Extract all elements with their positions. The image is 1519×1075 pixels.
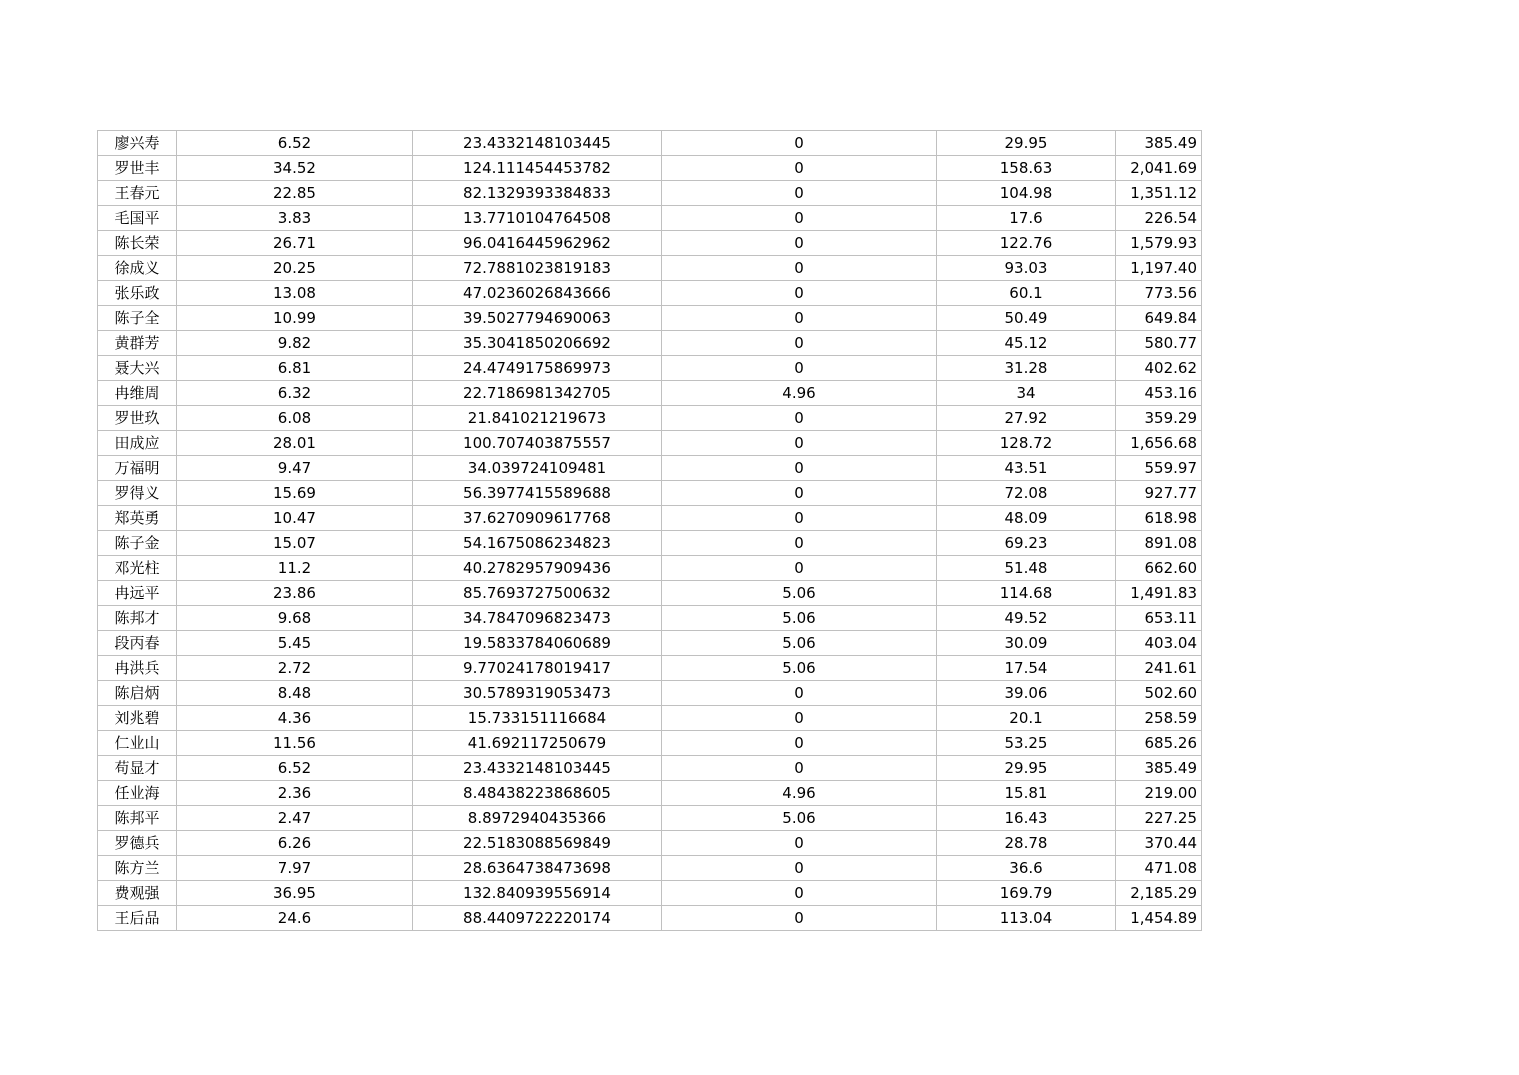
table-row — [98, 681, 1202, 706]
name-cell: 郑英勇 — [98, 506, 177, 531]
value-c-cell: 0 — [662, 706, 937, 731]
value-a-cell: 2.36 — [177, 781, 413, 806]
value-c-cell: 0 — [662, 281, 937, 306]
name-cell: 陈启炳 — [98, 681, 177, 706]
table-row — [98, 731, 1202, 756]
total-cell: 402.62 — [1116, 356, 1202, 381]
value-c-cell: 0 — [662, 481, 937, 506]
value-a-cell: 6.81 — [177, 356, 413, 381]
value-b-cell: 8.48438223868605 — [413, 781, 662, 806]
value-b-cell: 23.4332148103445 — [413, 131, 662, 156]
value-a-cell: 9.82 — [177, 331, 413, 356]
name-cell: 王春元 — [98, 181, 177, 206]
total-cell: 580.77 — [1116, 331, 1202, 356]
total-cell: 471.08 — [1116, 856, 1202, 881]
table-row — [98, 206, 1202, 231]
value-c-cell: 0 — [662, 256, 937, 281]
total-cell: 219.00 — [1116, 781, 1202, 806]
name-cell: 罗德兵 — [98, 831, 177, 856]
table-row — [98, 381, 1202, 406]
total-cell: 1,579.93 — [1116, 231, 1202, 256]
table-row — [98, 181, 1202, 206]
total-cell: 927.77 — [1116, 481, 1202, 506]
value-c-cell: 0 — [662, 131, 937, 156]
table-row — [98, 531, 1202, 556]
value-a-cell: 6.08 — [177, 406, 413, 431]
value-a-cell: 7.97 — [177, 856, 413, 881]
table-row — [98, 281, 1202, 306]
value-a-cell: 6.32 — [177, 381, 413, 406]
name-cell: 刘兆碧 — [98, 706, 177, 731]
table-row — [98, 706, 1202, 731]
total-cell: 385.49 — [1116, 131, 1202, 156]
value-c-cell: 0 — [662, 456, 937, 481]
name-cell: 张乐政 — [98, 281, 177, 306]
value-a-cell: 4.36 — [177, 706, 413, 731]
value-b-cell: 34.7847096823473 — [413, 606, 662, 631]
value-c-cell: 0 — [662, 906, 937, 931]
value-d-cell: 29.95 — [937, 131, 1116, 156]
value-d-cell: 36.6 — [937, 856, 1116, 881]
name-cell: 任业海 — [98, 781, 177, 806]
value-d-cell: 128.72 — [937, 431, 1116, 456]
table-row — [98, 406, 1202, 431]
value-c-cell: 0 — [662, 356, 937, 381]
table-row — [98, 631, 1202, 656]
name-cell: 陈长荣 — [98, 231, 177, 256]
value-c-cell: 0 — [662, 156, 937, 181]
total-cell: 258.59 — [1116, 706, 1202, 731]
table-row — [98, 881, 1202, 906]
value-d-cell: 60.1 — [937, 281, 1116, 306]
name-cell: 陈子全 — [98, 306, 177, 331]
value-d-cell: 39.06 — [937, 681, 1116, 706]
value-a-cell: 13.08 — [177, 281, 413, 306]
value-c-cell: 5.06 — [662, 806, 937, 831]
value-d-cell: 50.49 — [937, 306, 1116, 331]
table-row — [98, 781, 1202, 806]
value-d-cell: 48.09 — [937, 506, 1116, 531]
value-a-cell: 3.83 — [177, 206, 413, 231]
table-row — [98, 756, 1202, 781]
value-b-cell: 37.6270909617768 — [413, 506, 662, 531]
value-c-cell: 0 — [662, 331, 937, 356]
value-c-cell: 0 — [662, 881, 937, 906]
value-a-cell: 15.07 — [177, 531, 413, 556]
value-c-cell: 0 — [662, 431, 937, 456]
table-row — [98, 231, 1202, 256]
value-d-cell: 15.81 — [937, 781, 1116, 806]
name-cell: 聂大兴 — [98, 356, 177, 381]
total-cell: 2,041.69 — [1116, 156, 1202, 181]
value-d-cell: 45.12 — [937, 331, 1116, 356]
value-d-cell: 169.79 — [937, 881, 1116, 906]
value-d-cell: 16.43 — [937, 806, 1116, 831]
value-b-cell: 54.1675086234823 — [413, 531, 662, 556]
value-b-cell: 9.77024178019417 — [413, 656, 662, 681]
value-a-cell: 11.2 — [177, 556, 413, 581]
value-d-cell: 29.95 — [937, 756, 1116, 781]
name-cell: 王后品 — [98, 906, 177, 931]
value-d-cell: 30.09 — [937, 631, 1116, 656]
name-cell: 冉远平 — [98, 581, 177, 606]
total-cell: 1,454.89 — [1116, 906, 1202, 931]
value-c-cell: 5.06 — [662, 606, 937, 631]
value-b-cell: 30.5789319053473 — [413, 681, 662, 706]
name-cell: 冉洪兵 — [98, 656, 177, 681]
value-c-cell: 0 — [662, 731, 937, 756]
value-b-cell: 40.2782957909436 — [413, 556, 662, 581]
table-row — [98, 506, 1202, 531]
value-b-cell: 22.5183088569849 — [413, 831, 662, 856]
value-b-cell: 39.5027794690063 — [413, 306, 662, 331]
value-c-cell: 0 — [662, 206, 937, 231]
value-a-cell: 10.47 — [177, 506, 413, 531]
value-b-cell: 8.8972940435366 — [413, 806, 662, 831]
value-b-cell: 41.692117250679 — [413, 731, 662, 756]
name-cell: 陈邦平 — [98, 806, 177, 831]
value-c-cell: 0 — [662, 831, 937, 856]
value-d-cell: 31.28 — [937, 356, 1116, 381]
value-c-cell: 0 — [662, 531, 937, 556]
table-row — [98, 806, 1202, 831]
value-d-cell: 53.25 — [937, 731, 1116, 756]
value-b-cell: 72.7881023819183 — [413, 256, 662, 281]
value-d-cell: 72.08 — [937, 481, 1116, 506]
total-cell: 502.60 — [1116, 681, 1202, 706]
table-row — [98, 581, 1202, 606]
value-b-cell: 82.1329393384833 — [413, 181, 662, 206]
table-row — [98, 856, 1202, 881]
value-c-cell: 5.06 — [662, 581, 937, 606]
value-b-cell: 19.5833784060689 — [413, 631, 662, 656]
total-cell: 370.44 — [1116, 831, 1202, 856]
name-cell: 陈子金 — [98, 531, 177, 556]
value-a-cell: 9.68 — [177, 606, 413, 631]
value-d-cell: 104.98 — [937, 181, 1116, 206]
value-c-cell: 0 — [662, 681, 937, 706]
value-b-cell: 132.840939556914 — [413, 881, 662, 906]
value-d-cell: 27.92 — [937, 406, 1116, 431]
value-a-cell: 34.52 — [177, 156, 413, 181]
value-c-cell: 0 — [662, 756, 937, 781]
value-c-cell: 0 — [662, 406, 937, 431]
value-c-cell: 4.96 — [662, 781, 937, 806]
name-cell: 毛国平 — [98, 206, 177, 231]
value-c-cell: 0 — [662, 306, 937, 331]
total-cell: 403.04 — [1116, 631, 1202, 656]
total-cell: 453.16 — [1116, 381, 1202, 406]
value-b-cell: 24.4749175869973 — [413, 356, 662, 381]
total-cell: 227.25 — [1116, 806, 1202, 831]
value-a-cell: 15.69 — [177, 481, 413, 506]
value-d-cell: 34 — [937, 381, 1116, 406]
value-b-cell: 100.707403875557 — [413, 431, 662, 456]
value-b-cell: 23.4332148103445 — [413, 756, 662, 781]
total-cell: 685.26 — [1116, 731, 1202, 756]
name-cell: 段丙春 — [98, 631, 177, 656]
value-a-cell: 2.72 — [177, 656, 413, 681]
table-row — [98, 456, 1202, 481]
value-b-cell: 96.0416445962962 — [413, 231, 662, 256]
table-row — [98, 481, 1202, 506]
table-body — [98, 131, 1202, 931]
table-row — [98, 556, 1202, 581]
name-cell: 陈邦才 — [98, 606, 177, 631]
name-cell: 罗世玖 — [98, 406, 177, 431]
value-d-cell: 113.04 — [937, 906, 1116, 931]
total-cell: 241.61 — [1116, 656, 1202, 681]
value-b-cell: 85.7693727500632 — [413, 581, 662, 606]
value-a-cell: 6.52 — [177, 131, 413, 156]
table-row — [98, 831, 1202, 856]
table-row — [98, 331, 1202, 356]
value-a-cell: 10.99 — [177, 306, 413, 331]
value-c-cell: 0 — [662, 181, 937, 206]
name-cell: 廖兴寿 — [98, 131, 177, 156]
total-cell: 385.49 — [1116, 756, 1202, 781]
name-cell: 冉维周 — [98, 381, 177, 406]
value-a-cell: 8.48 — [177, 681, 413, 706]
value-d-cell: 28.78 — [937, 831, 1116, 856]
value-b-cell: 88.4409722220174 — [413, 906, 662, 931]
value-a-cell: 6.52 — [177, 756, 413, 781]
value-d-cell: 69.23 — [937, 531, 1116, 556]
table-row — [98, 156, 1202, 181]
total-cell: 649.84 — [1116, 306, 1202, 331]
value-a-cell: 11.56 — [177, 731, 413, 756]
total-cell: 653.11 — [1116, 606, 1202, 631]
value-b-cell: 28.6364738473698 — [413, 856, 662, 881]
total-cell: 226.54 — [1116, 206, 1202, 231]
value-a-cell: 2.47 — [177, 806, 413, 831]
value-a-cell: 26.71 — [177, 231, 413, 256]
total-cell: 359.29 — [1116, 406, 1202, 431]
total-cell: 1,351.12 — [1116, 181, 1202, 206]
value-b-cell: 13.7710104764508 — [413, 206, 662, 231]
table-row — [98, 431, 1202, 456]
total-cell: 662.60 — [1116, 556, 1202, 581]
spreadsheet-page — [97, 130, 1202, 931]
value-b-cell: 15.733151116684 — [413, 706, 662, 731]
value-c-cell: 4.96 — [662, 381, 937, 406]
value-b-cell: 34.039724109481 — [413, 456, 662, 481]
total-cell: 773.56 — [1116, 281, 1202, 306]
name-cell: 田成应 — [98, 431, 177, 456]
name-cell: 费观强 — [98, 881, 177, 906]
value-b-cell: 22.7186981342705 — [413, 381, 662, 406]
value-a-cell: 36.95 — [177, 881, 413, 906]
table-row — [98, 906, 1202, 931]
value-a-cell: 20.25 — [177, 256, 413, 281]
value-a-cell: 24.6 — [177, 906, 413, 931]
name-cell: 陈方兰 — [98, 856, 177, 881]
value-c-cell: 0 — [662, 506, 937, 531]
table-row — [98, 306, 1202, 331]
value-c-cell: 0 — [662, 856, 937, 881]
value-d-cell: 49.52 — [937, 606, 1116, 631]
total-cell: 618.98 — [1116, 506, 1202, 531]
total-cell: 891.08 — [1116, 531, 1202, 556]
name-cell: 黄群芳 — [98, 331, 177, 356]
value-a-cell: 5.45 — [177, 631, 413, 656]
value-c-cell: 5.06 — [662, 631, 937, 656]
data-table — [97, 130, 1202, 931]
value-d-cell: 51.48 — [937, 556, 1116, 581]
value-a-cell: 9.47 — [177, 456, 413, 481]
total-cell: 1,197.40 — [1116, 256, 1202, 281]
value-a-cell: 28.01 — [177, 431, 413, 456]
value-d-cell: 43.51 — [937, 456, 1116, 481]
value-c-cell: 5.06 — [662, 656, 937, 681]
name-cell: 罗世丰 — [98, 156, 177, 181]
total-cell: 559.97 — [1116, 456, 1202, 481]
table-row — [98, 356, 1202, 381]
table-row — [98, 256, 1202, 281]
value-d-cell: 114.68 — [937, 581, 1116, 606]
table-row — [98, 606, 1202, 631]
value-c-cell: 0 — [662, 556, 937, 581]
name-cell: 邓光柱 — [98, 556, 177, 581]
total-cell: 1,656.68 — [1116, 431, 1202, 456]
total-cell: 2,185.29 — [1116, 881, 1202, 906]
value-d-cell: 20.1 — [937, 706, 1116, 731]
table-row — [98, 656, 1202, 681]
value-b-cell: 124.111454453782 — [413, 156, 662, 181]
value-c-cell: 0 — [662, 231, 937, 256]
total-cell: 1,491.83 — [1116, 581, 1202, 606]
value-a-cell: 6.26 — [177, 831, 413, 856]
name-cell: 徐成义 — [98, 256, 177, 281]
value-d-cell: 93.03 — [937, 256, 1116, 281]
value-a-cell: 22.85 — [177, 181, 413, 206]
value-d-cell: 158.63 — [937, 156, 1116, 181]
value-b-cell: 47.0236026843666 — [413, 281, 662, 306]
value-d-cell: 17.54 — [937, 656, 1116, 681]
name-cell: 罗得义 — [98, 481, 177, 506]
name-cell: 仁业山 — [98, 731, 177, 756]
value-b-cell: 21.841021219673 — [413, 406, 662, 431]
table-row — [98, 131, 1202, 156]
value-b-cell: 35.3041850206692 — [413, 331, 662, 356]
value-b-cell: 56.3977415589688 — [413, 481, 662, 506]
name-cell: 苟显才 — [98, 756, 177, 781]
name-cell: 万福明 — [98, 456, 177, 481]
value-d-cell: 17.6 — [937, 206, 1116, 231]
value-a-cell: 23.86 — [177, 581, 413, 606]
value-d-cell: 122.76 — [937, 231, 1116, 256]
